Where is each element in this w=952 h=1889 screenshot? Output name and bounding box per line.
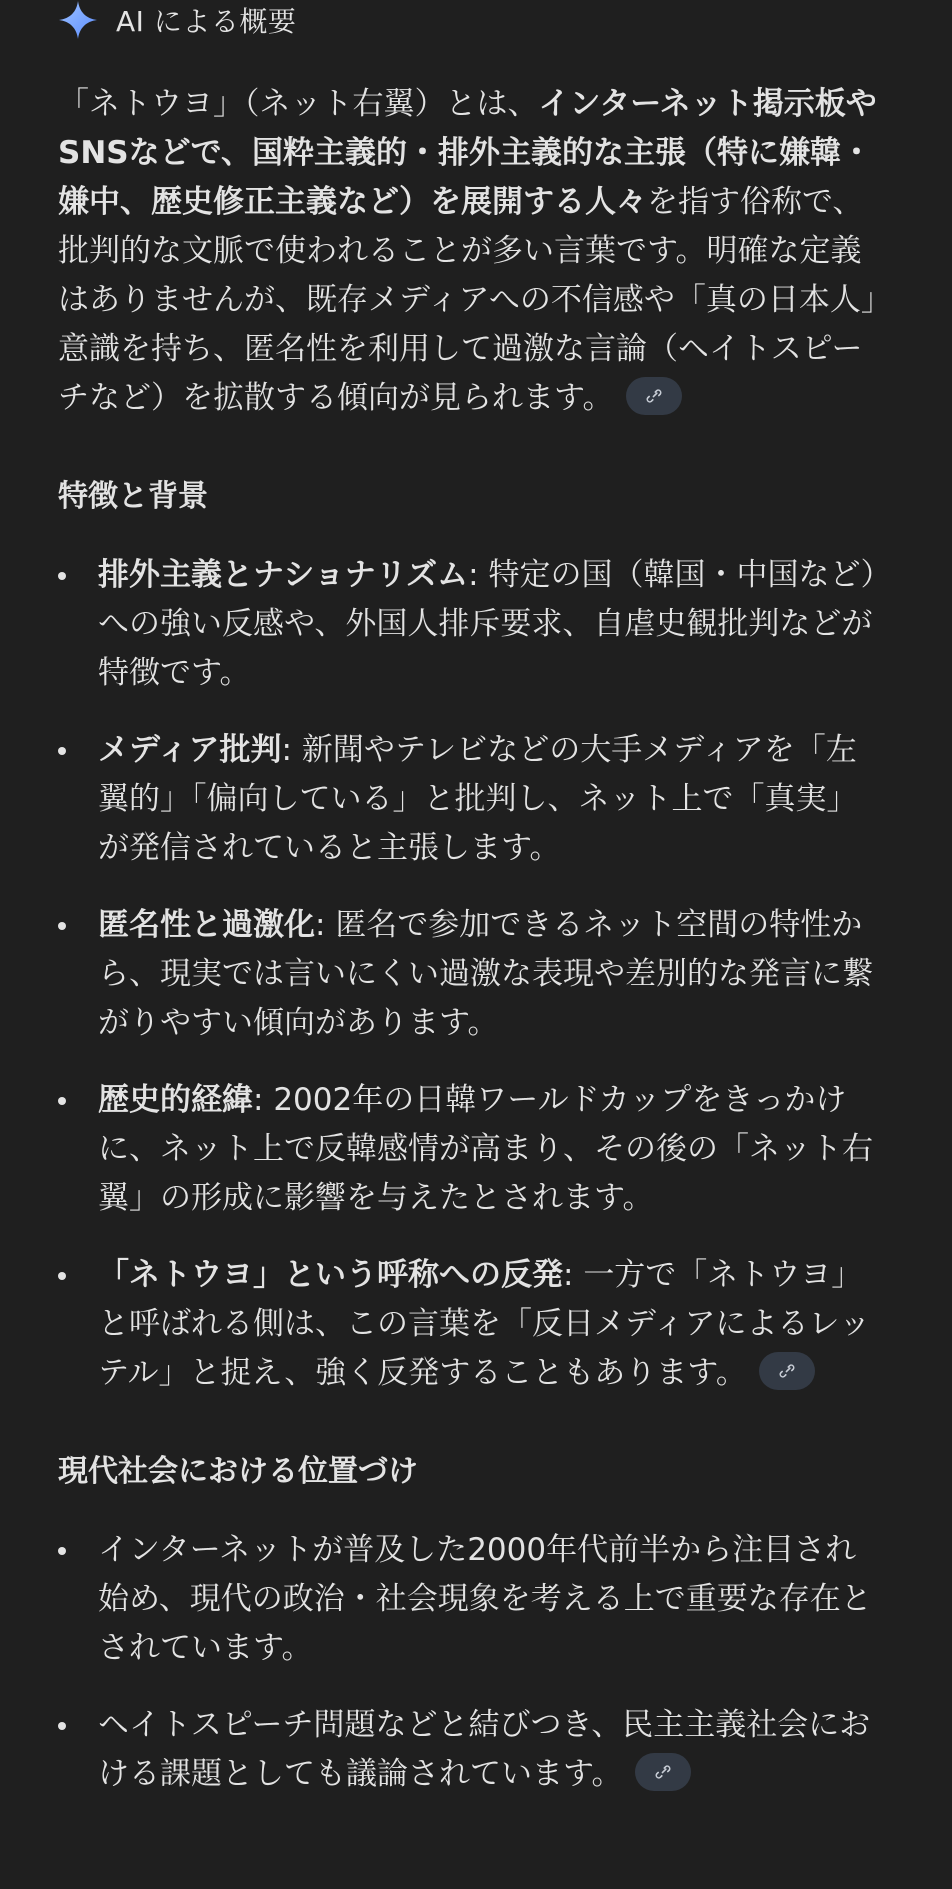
list-item-text: ヘイトスピーチ問題などと結びつき、民主主義社会における課題としても議論されています。 [98,1707,871,1792]
list-item-term: 匿名性と過激化 [98,907,315,943]
list-item-sep: : [315,907,336,943]
list-item-term: 歴史的経緯 [98,1082,253,1118]
list-item [58,1701,878,1799]
link-icon [644,386,664,406]
list-item [58,1251,878,1398]
list-item [58,726,878,873]
link-icon [777,1361,797,1381]
link-icon [653,1762,673,1782]
list-item-text: 特定の国（韓国・中国など）への強い反感や、外国人排斥要求、自虐史観批判などが特徴です。 [98,557,876,691]
ai-overview-header [58,0,878,40]
gemini-sparkle-icon [58,0,98,40]
ai-overview [58,0,878,1827]
intro-text-1: 「ネトウヨ」（ネット右翼）とは、 [58,86,539,122]
list-item-text: 新聞やテレビなどの大手メディアを「左翼的」「偏向している」と批判し、ネット上で「真実」が発信されていると主張します。 [98,732,858,866]
intro-text-2: を指す俗称で、批判的な文脈で使われることが多い言葉です。明確な定義はありませんが、既存メディアへの不信感や「真の日本人」意識を持ち、匿名性を利用して過激な言論（ヘイトスピーチなど）を拡散する傾向が見られます。 [58,184,877,416]
list-item-text: 2002年の日韓ワールドカップをきっかけに、ネット上で反韓感情が高まり、その後の「ネット右翼」の形成に影響を与えたとされます。 [98,1082,873,1216]
source-link-button[interactable] [759,1352,815,1390]
section-title-features: 特徴と背景 [58,479,208,514]
list-item [58,901,878,1048]
source-link-button[interactable] [626,377,682,415]
list-item-term: 排外主義とナショナリズム [98,557,469,593]
section-title-society: 現代社会における位置づけ [58,1454,418,1489]
list-item-text: インターネットが普及した2000年代前半から注目され始め、現代の政治・社会現象を考える上で重要な存在とされています。 [98,1532,872,1666]
list-item-sep: : [253,1082,274,1118]
list-item [58,1076,878,1223]
source-link-button[interactable] [635,1753,691,1791]
ai-overview-title: AI による概要 [116,5,297,38]
list-item-term: メディア批判 [98,732,282,768]
intro-paragraph [58,80,878,423]
list-item-sep: : [468,557,489,593]
list-item-term: 「ネトウヨ」という呼称への反発 [98,1257,563,1293]
features-list [58,551,878,1398]
list-item-text: 匿名で参加できるネット空間の特性から、現実では言いにくい過激な表現や差別的な発言に繋がりやすい傾向があります。 [98,907,873,1041]
list-item [58,551,878,698]
list-item [58,1526,878,1673]
list-item-text: 一方で「ネトウヨ」と呼ばれる側は、この言葉を「反日メディアによるレッテル」と捉え、強く反発することもあります。 [98,1257,871,1391]
list-item-sep: : [281,732,302,768]
society-list [58,1526,878,1799]
intro-bold-text: インターネット掲示板やSNSなどで、国粋主義的・排外主義的な主張（特に嫌韓・嫌中、歴史修正主義など）を展開する人々 [58,86,877,220]
list-item-sep: : [563,1257,584,1293]
